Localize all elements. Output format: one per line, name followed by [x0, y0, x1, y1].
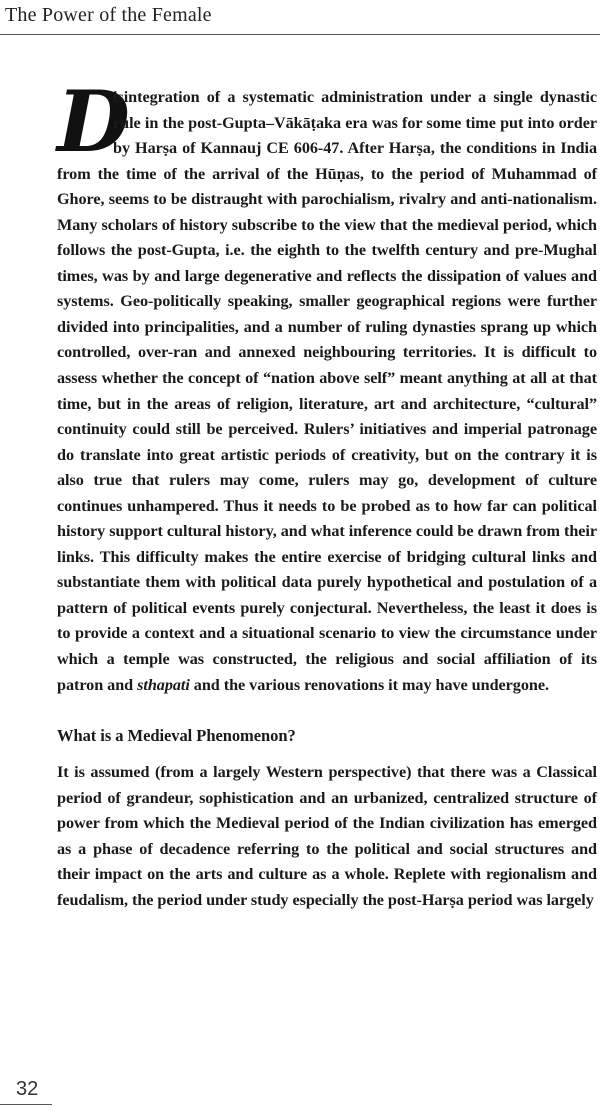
paragraph-text-continued: 606-47. After Harṣa, the conditions in India from the time of the arrival of the Hūṇas, to the period of Muhammad of Ghore, seems to be distraught with parochialism, rivalry and anti-nationalism. Many scholars of history subscribe to the view that the medieval period, which follows the post-Gupta, i.e. the eighth to the twelfth century and pre-Mughal times, was by and large degenerative and reflects the dissipation of values and systems. Geo-politically speaking, smaller geographical regions were further divided into principalities, and a number of ruling dynasties sprang up which controlled, over-ran and annexed neighbouring territories. It is difficult to assess whether the concept of “nation above self” meant anything at all at that time, but in the areas of religion, literature, art and architecture, “cultural” continuity could still be perceived. Rulers’ initiatives and imperial patronage do translate into great artistic periods of creativity, but on the contrary it is also true that rulers may come, rulers may go, development of culture continues unhampered. Thus it needs to be probed as to how far can political history support cultural history, and what inference could be drawn from their links. This difficulty makes the entire exercise of bridging cultural links and substantiate them with political data purely hypothetical and postulation of a pattern of political events purely conjectural. Nevertheless, the least it does is to provide a context and a situational scenario to view the circumstance under which a temple was constructed, the religious and social affiliation of its patron and: [57, 139, 597, 694]
footer-rule: [0, 1104, 52, 1105]
section-heading: What is a Medieval Phenomenon?: [57, 726, 296, 746]
italic-term: sthapati: [137, 675, 190, 694]
era-abbreviation: CE: [266, 139, 289, 158]
body-text: [57, 72, 597, 913]
paragraph-text: isintegration of a systematic administration under a single dynastic rule in the post-Gupta–Vākāṭaka era was for some time put into order by Harṣa of Kannauj: [113, 88, 597, 158]
second-paragraph: It is assumed (from a largely Western perspective) that there was a Classical period of grandeur, sophistication and an urbanized, centralized structure of power from which the Medieval period of the Indian civilization has emerged as a phase of decadence referring to the political and social structures and their impact on the arts and culture as a whole. Replete with regionalism and feudalism, the period under study especially the post-Harṣa period was largely: [57, 763, 597, 909]
running-head: The Power of the Female: [5, 4, 212, 26]
header-rule: [0, 34, 600, 35]
opening-paragraph: [57, 72, 597, 698]
drop-cap: D: [57, 72, 130, 171]
page-number: 32: [16, 1078, 39, 1100]
paragraph-ending: and the various renovations it may have undergone.: [189, 675, 549, 694]
